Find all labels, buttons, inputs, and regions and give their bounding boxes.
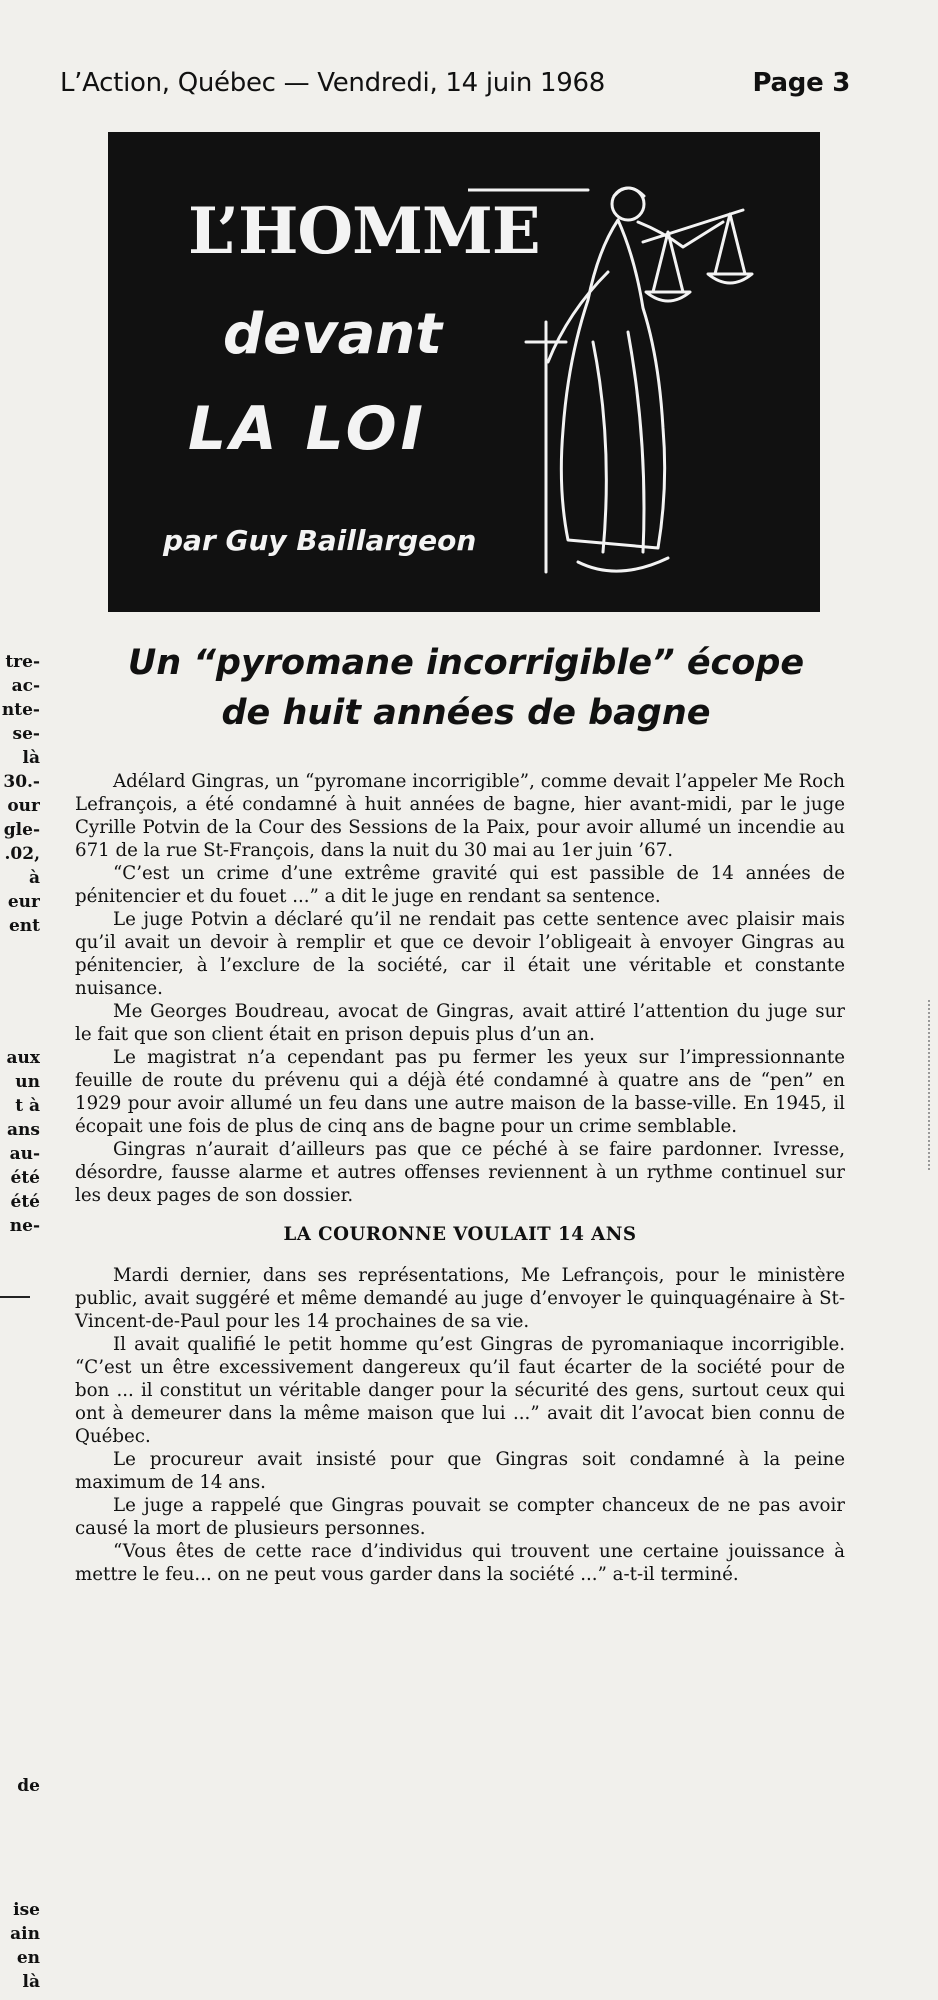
masthead-dateline: L’Action, Québec — Vendredi, 14 juin 1968 (60, 68, 605, 98)
headline-line-2: de huit années de bagne (221, 693, 711, 733)
article-subhead: LA COURONNE VOULAIT 14 ANS (283, 1224, 637, 1245)
article-paragraph: “C’est un crime d’une extrême gravité qui est passible de 14 années de pénitencier et du fouet ...” a dit le juge en rendant sa sentence. (75, 863, 845, 907)
article-paragraph: Le juge a rappelé que Gingras pouvait se compter chanceux de ne pas avoir causé la mort de plusieurs personnes. (75, 1495, 845, 1539)
article-body (75, 770, 845, 1586)
masthead (60, 68, 850, 98)
headline-line-1: Un “pyromane incorrigible” écope (127, 643, 805, 683)
article-paragraph: Gingras n’aurait d’ailleurs pas que ce péché à se faire pardonner. Ivresse, désordre, fausse alarme et autres offenses reviennent à un rythme continuel sur les deux pages de son dossier. (75, 1139, 845, 1206)
article-paragraph: Le procureur avait insisté pour que Gingras soit condamné à la peine maximum de 14 ans. (75, 1449, 845, 1493)
banner-line-1: L’HOMME (188, 194, 540, 269)
article-paragraph: Le magistrat n’a cependant pas pu fermer les yeux sur l’impressionnante feuille de route du prévenu qui a déjà été condamné à quatre ans de “pen” en 1929 pour avoir allumé un feu dans une autre maison de la basse-ville. En 1945, il écopait une fois de plus de cinq ans de bagne pour un crime semblable. (75, 1047, 845, 1137)
adjacent-column-fragment-4: ise ain en là (10, 1900, 40, 1992)
banner-byline: par Guy Baillargeon (163, 524, 477, 557)
article-paragraph: “Vous êtes de cette race d’individus qui trouvent une certaine jouissance à mettre le feu... on ne peut vous garder dans la société ...” a-t-il terminé. (75, 1541, 845, 1585)
column-rule (0, 1296, 30, 1298)
banner-line-2: devant (223, 302, 442, 367)
headline (110, 638, 822, 738)
right-margin-dots (928, 1000, 932, 1170)
article-paragraph: Adélard Gingras, un “pyromane incorrigible”, comme devait l’appeler Me Roch Lefrançois, a été condamné à huit années de bagne, hier avant-midi, par le juge Cyrille Potvin de la Cour des Sessions de la Paix, pour avoir allumé un incendie au 671 de la rue St-François, dans la nuit du 30 mai au 1er juin ’67. (75, 771, 845, 861)
article-paragraph: Il avait qualifié le petit homme qu’est Gingras de pyromaniaque incorrigible. “C’est un être excessivement dangereux qu’il faut écarter de la société pour de bon ... il constitut un véritable danger pour la sécurité des gens, surtout ceux qui ont à demeurer dans la même maison que lui ...” avait dit l’avocat bien connu de Québec. (75, 1334, 845, 1447)
page-number: Page 3 (752, 68, 850, 98)
adjacent-column-fragment-1: tre- ac- nte- se- là 30.- our gle- .02, à eur ent (1, 652, 40, 936)
banner-line-3: LA LOI (188, 394, 427, 464)
article-paragraph: Mardi dernier, dans ses représentations, Me Lefrançois, pour le ministère public, avait suggéré et même demandé au juge d’envoyer le quinquagénaire à St-Vincent-de-Paul pour les 14 prochaines de sa vie. (75, 1265, 845, 1332)
adjacent-column-fragment-3: de (17, 1776, 40, 1796)
lady-justice-icon (468, 162, 798, 592)
column-banner (108, 132, 820, 612)
article-paragraph: Me Georges Boudreau, avocat de Gingras, avait attiré l’attention du juge sur le fait que son client était en prison depuis plus d’un an. (75, 1001, 845, 1045)
adjacent-column-fragment-2: aux un t à ans au- été été ne- (6, 1048, 40, 1236)
article-paragraph: Le juge Potvin a déclaré qu’il ne rendait pas cette sentence avec plaisir mais qu’il avait un devoir à remplir et que ce devoir l’obligeait à envoyer Gingras au pénitencier, à l’exclure de la société, car il était une véritable et constante nuisance. (75, 909, 845, 999)
